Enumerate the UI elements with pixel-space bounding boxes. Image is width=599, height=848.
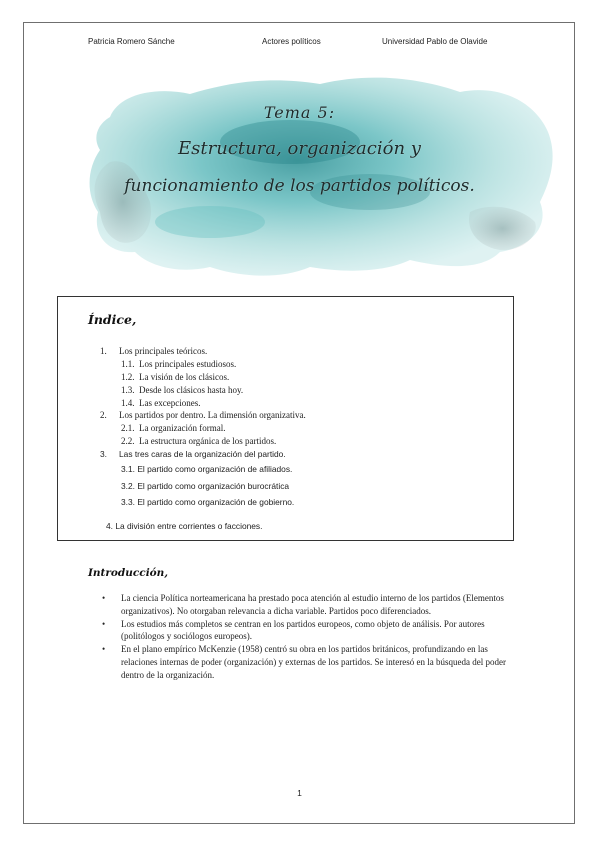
banner-title-line-2: funcionamiento de los partidos políticos.	[124, 176, 475, 196]
toc-item-number: 1.1.	[121, 358, 135, 369]
toc-item-number: 3.3.	[121, 497, 135, 508]
header-subject: Actores políticos	[262, 37, 321, 46]
toc-subitem	[100, 371, 500, 384]
toc-item-number: 1.3.	[121, 384, 135, 395]
toc-item-text: La organización formal.	[139, 423, 226, 434]
bullet-text: La ciencia Política norteamericana ha prestado poca atención al estudio interno de los partidos (Elementos organizativos). No otorgaban relevancia a dicha variable. Partidos poco diferenciados.	[121, 593, 504, 616]
bullet-icon: •	[102, 593, 106, 603]
watercolor-banner	[80, 62, 560, 284]
toc-item-number: 2.2.	[121, 436, 135, 447]
toc-item-number: 1.2.	[121, 371, 135, 382]
toc-item-text: El partido como organización de gobierno.	[137, 497, 295, 508]
toc-item-text: Las tres caras de la organización del partido.	[119, 449, 286, 460]
toc-item	[100, 345, 500, 358]
toc-item-number: 3.1.	[121, 464, 135, 475]
header-author: Patricia Romero Sánche	[88, 37, 175, 46]
table-of-contents	[100, 345, 500, 511]
toc-subitem	[100, 358, 500, 371]
bullet-icon: •	[102, 644, 106, 655]
toc-item-number: 4.	[106, 521, 113, 531]
toc-item-text: Los principales teóricos.	[119, 346, 208, 356]
toc-item-number: 1.4.	[121, 397, 135, 408]
intro-bullet-list	[102, 592, 512, 682]
banner-title-line-1: Estructura, organización y	[178, 138, 421, 159]
page-number: 1	[297, 788, 302, 798]
bullet-icon: •	[102, 618, 106, 629]
toc-item-text: La estructura orgánica de los partidos.	[139, 436, 277, 447]
toc-subitem	[100, 384, 500, 397]
toc-item-number: 2.1.	[121, 423, 135, 434]
toc-subitem	[100, 461, 500, 478]
toc-item-number: 2.	[100, 410, 107, 421]
bullet-text: En el plano empírico McKenzie (1958) centró su obra en los partidos británicos, profundizando en las relaciones internas de poder (organización) y externas de los partidos. Se interesó en la búsqueda del poder dentro de la organización.	[121, 644, 506, 680]
list-item	[102, 592, 512, 618]
toc-subitem	[100, 478, 500, 495]
index-heading: Índice,	[88, 312, 137, 327]
toc-item-text: Los partidos por dentro. La dimensión organizativa.	[119, 410, 306, 421]
toc-item-number: 1.	[100, 346, 107, 356]
toc-item-text: La división entre corrientes o facciones.	[115, 521, 263, 531]
toc-item	[100, 409, 500, 422]
list-item	[102, 643, 512, 681]
toc-item-text: Las excepciones.	[139, 397, 201, 408]
toc-item-number: 3.2.	[121, 480, 135, 491]
toc-item-text: Desde los clásicos hasta hoy.	[139, 384, 244, 395]
toc-item-number: 3.	[100, 449, 107, 460]
toc-item	[106, 521, 262, 531]
intro-heading: Introducción,	[88, 567, 168, 579]
toc-subitem	[100, 435, 500, 448]
toc-item-text: La visión de los clásicos.	[139, 371, 230, 382]
header-university: Universidad Pablo de Olavide	[382, 37, 488, 46]
toc-subitem	[100, 397, 500, 410]
toc-item-text: Los principales estudiosos.	[139, 358, 237, 369]
banner-topic-number: Tema 5:	[263, 103, 336, 122]
bullet-text: Los estudios más completos se centran en los partidos europeos, como objeto de análisis. Por autores (politólogos y sociólogos europeos).	[121, 618, 485, 642]
toc-item-text: El partido como organización de afiliados.	[137, 464, 293, 475]
toc-subitem	[100, 494, 500, 511]
page-header	[0, 37, 599, 51]
toc-item	[100, 448, 500, 461]
list-item	[102, 618, 512, 644]
toc-subitem	[100, 422, 500, 435]
toc-item-text: El partido como organización burocrática	[137, 480, 290, 491]
